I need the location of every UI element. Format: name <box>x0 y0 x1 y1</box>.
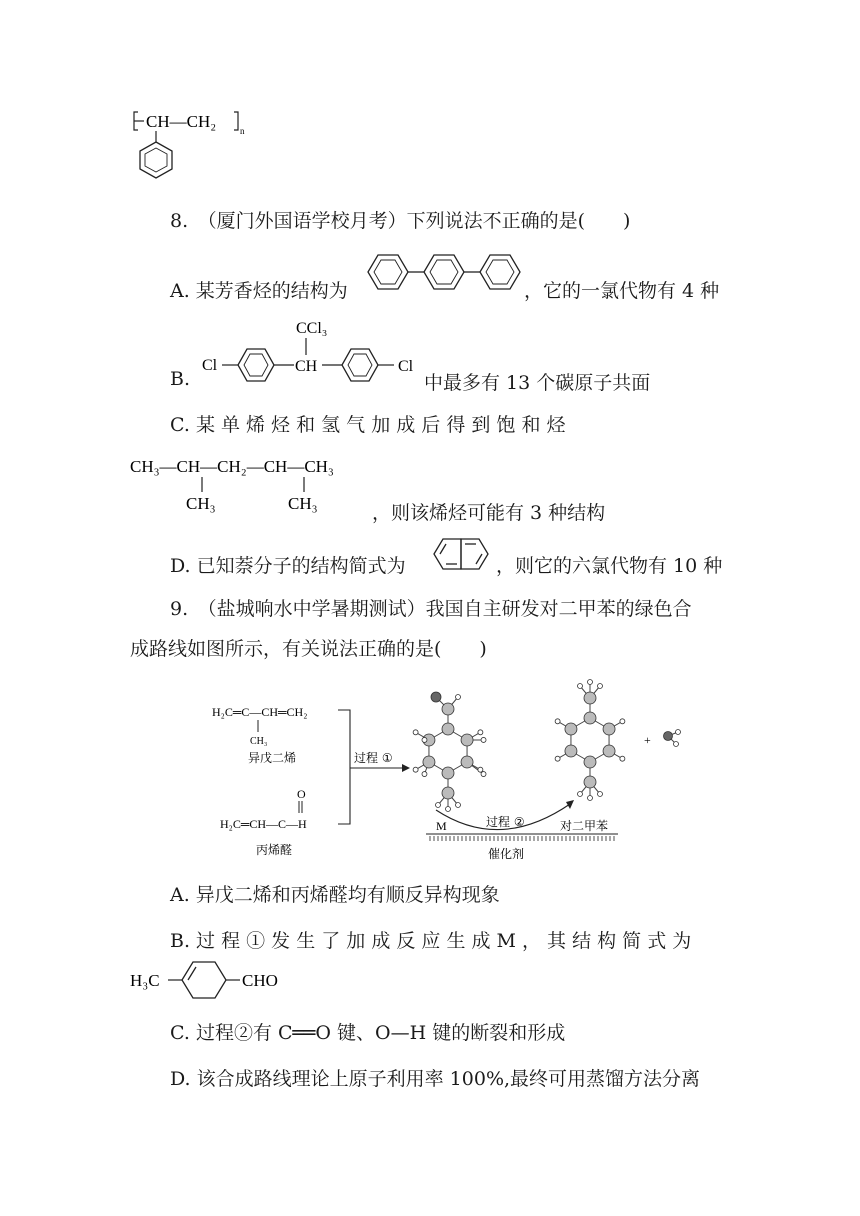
q8-option-b-prefix: B. <box>170 368 191 390</box>
atom <box>584 776 596 788</box>
atom <box>431 692 441 702</box>
carbon-atom <box>603 745 615 757</box>
atom <box>481 772 486 777</box>
atom <box>588 680 593 685</box>
molecule-m-model <box>413 692 486 812</box>
acrolein-oxygen: O <box>297 787 306 801</box>
alkane-methyl-1: CH₃ <box>186 494 216 513</box>
atom <box>578 792 583 797</box>
q9-option-a: A. 异戊二烯和丙烯醛均有顺反异构现象 <box>170 884 500 906</box>
atom <box>478 730 483 735</box>
terphenyl-structure <box>366 250 524 294</box>
isoprene-name: 异戊二烯 <box>248 751 297 765</box>
atom <box>422 737 427 742</box>
plus-sign: + <box>644 733 651 747</box>
m-label: M <box>436 819 447 833</box>
carbon-atom <box>603 723 615 735</box>
q8-stem: 8. （厦门外国语学校月考）下列说法不正确的是( ) <box>170 210 631 232</box>
carbon-atom <box>461 734 473 746</box>
p-xylene-name: 对二甲苯 <box>560 819 609 833</box>
atom <box>436 803 441 808</box>
carbon-atom <box>565 723 577 735</box>
m-structure <box>130 958 300 1002</box>
q8-option-b-suffix: 中最多有 13 个碳原子共面 <box>424 372 651 394</box>
carbon-atom <box>584 712 596 724</box>
atom <box>598 792 603 797</box>
carbon-atom <box>584 756 596 768</box>
atom <box>578 684 583 689</box>
atom <box>413 767 418 772</box>
polymer-subscript: n <box>240 126 245 136</box>
polymer-structure <box>130 108 250 190</box>
cl-right-label: Cl <box>398 358 414 375</box>
catalyst-label: 催化剂 <box>488 847 525 861</box>
water-model <box>664 730 681 747</box>
alkane-main-chain: CH₃—CH—CH₂—CH—CH₃ <box>130 457 334 476</box>
carbon-atom <box>461 756 473 768</box>
synthesis-route-figure <box>200 676 700 866</box>
acrolein-name: 丙烯醛 <box>256 843 293 857</box>
atom <box>446 807 451 812</box>
ccl3-label: CCl₃ <box>296 320 328 337</box>
polymer-repeat-text: CH—CH₂ <box>146 112 217 131</box>
atom <box>478 767 483 772</box>
alkane-methyl-2: CH₃ <box>288 494 318 513</box>
atom <box>588 796 593 801</box>
atom <box>584 692 596 704</box>
ddt-structure <box>200 314 424 390</box>
alkane-structure <box>130 452 380 514</box>
process2-label: 过程 ② <box>486 815 525 829</box>
q9-stem-line1: 9. （盐城响水中学暑期测试）我国自主研发对二甲苯的绿色合 <box>170 598 692 620</box>
carbon-atom <box>423 756 435 768</box>
carbon-atom <box>565 745 577 757</box>
q8-option-a-suffix: ，它的一氯代物有 4 种 <box>524 280 720 302</box>
atom <box>413 730 418 735</box>
atom <box>481 737 486 742</box>
atom <box>422 772 427 777</box>
q8-option-d-suffix: ，则它的六氯代物有 10 种 <box>496 555 723 577</box>
atom <box>456 803 461 808</box>
process1-label: 过程 ① <box>354 751 393 765</box>
carbon-atom <box>442 767 454 779</box>
naphthalene-structure <box>430 534 496 574</box>
atom <box>456 695 461 700</box>
atom <box>442 703 454 715</box>
atom <box>620 719 625 724</box>
q9-option-c: C. 过程②有 C══O 键、O—H 键的断裂和形成 <box>170 1022 566 1044</box>
q8-option-c-suffix: ，则该烯烃可能有 3 种结构 <box>372 502 606 524</box>
acrolein-formula: H₂C═CH—C—H <box>220 817 307 831</box>
cl-left-label: Cl <box>202 357 218 374</box>
atom <box>555 756 560 761</box>
ch-label: CH <box>295 358 318 375</box>
p-xylene-model <box>555 680 625 801</box>
atom <box>442 787 454 799</box>
m-right-group: CHO <box>242 971 278 990</box>
carbon-atom <box>442 723 454 735</box>
q8-option-d-prefix: D. 已知萘分子的结构简式为 <box>170 555 406 577</box>
atom <box>598 684 603 689</box>
q8-option-a-prefix: A. 某芳香烃的结构为 <box>170 280 348 302</box>
m-left-group: H₃C <box>130 971 160 990</box>
q9-option-b-line1: B. 过 程 ① 发 生 了 加 成 反 应 生 成 M ， 其 结 构 简 式 为 <box>170 930 692 952</box>
q8-option-c-line1: C. 某 单 烯 烃 和 氢 气 加 成 后 得 到 饱 和 烃 <box>170 414 566 436</box>
atom <box>620 756 625 761</box>
isoprene-formula: H₂C═C—CH═CH₂ <box>212 705 308 719</box>
isoprene-methyl: CH₃ <box>250 736 268 747</box>
q9-option-d: D. 该合成路线理论上原子利用率 100%,最终可用蒸馏方法分离 <box>170 1068 701 1090</box>
atom <box>555 719 560 724</box>
q9-stem-line2: 成路线如图所示，有关说法正确的是( ) <box>130 638 487 660</box>
